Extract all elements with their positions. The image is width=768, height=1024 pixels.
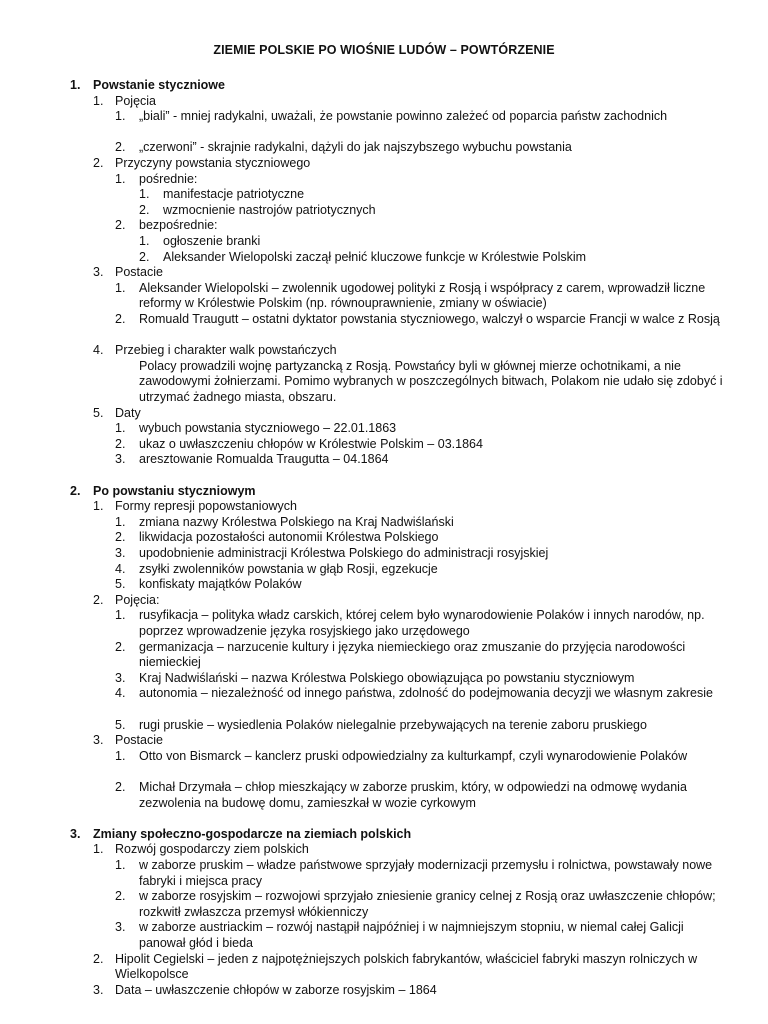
section-heading-text: Powstanie styczniowe xyxy=(93,78,225,92)
list-number: 2. xyxy=(93,592,104,607)
list-item-text: likwidacja pozostałości autonomii Królestwa Polskiego xyxy=(139,530,439,545)
list-number: 5. xyxy=(93,405,104,420)
list-number: 2. xyxy=(115,889,126,904)
list-number: 1. xyxy=(115,748,126,763)
list-number: 1. xyxy=(93,93,104,108)
section-heading-text: Po powstaniu styczniowym xyxy=(93,483,256,498)
list-number: 3. xyxy=(93,265,104,280)
list-item-text: „biali” - mniej radykalni, uważali, że powstanie powinno zależeć od poparcia państw zachodnich xyxy=(139,109,668,124)
list-number: 3. xyxy=(70,826,81,841)
list-item-text: Romuald Traugutt – ostatni dyktator powstania styczniowego, walczył o wsparcie Francji w walce z Rosją xyxy=(139,312,720,326)
paragraph-text: Polacy prowadzili wojnę partyzancką z Rosją. Powstańcy byli w głównej mierze ochotnikami, a nie zawodowymi żołnierzami. Pomimo wybranych w poszczególnych bitwach, Polakom nie udało się zdobyć i utrzymać żadnego miasta, obszaru. xyxy=(139,358,723,404)
list-number: 3. xyxy=(115,670,126,685)
subsection-heading-text: Przyczyny powstania styczniowego xyxy=(115,156,311,170)
list-number: 2. xyxy=(115,140,126,155)
subsection-heading-text: Pojęcia xyxy=(115,93,156,108)
subsection-heading-text: Postacie xyxy=(115,265,163,280)
list-item-text: w zaborze austriackim – rozwój nastąpił najpóźniej i w najmniejszym stopniu, w niemal całej Galicji panował głód i bieda xyxy=(139,920,684,950)
list-item-text: Otto von Bismarck – kanclerz pruski odpowiedzialny za kulturkampf, czyli wynarodowienie Polaków xyxy=(139,748,688,763)
list-number: 1. xyxy=(93,842,104,857)
list-number: 2. xyxy=(70,483,81,498)
list-number: 2. xyxy=(93,156,104,170)
list-number: 2. xyxy=(115,436,126,451)
list-item-text: Aleksander Wielopolski zaczął pełnić kluczowe funkcje w Królestwie Polskim xyxy=(163,249,587,264)
list-item-text: zsyłki zwolenników powstania w głąb Rosji, egzekucje xyxy=(139,561,438,576)
list-item-text: zmiana nazwy Królestwa Polskiego na Kraj Nadwiślański xyxy=(139,514,454,529)
list-item-text: rusyfikacja – polityka władz carskich, której celem było wynarodowienie Polaków i innych narodów, np. poprzez wprowadzenie języka rosyjskiego jako urzędowego xyxy=(139,608,705,638)
list-number: 2. xyxy=(115,780,126,794)
subsection-heading-text: Postacie xyxy=(115,733,163,748)
subsection-heading-text: Hipolit Cegielski – jeden z najpotężniejszych polskich fabrykantów, właściciel fabryki maszyn rolniczych w Wielkopolsce xyxy=(115,951,698,982)
list-item-text: ogłoszenie branki xyxy=(163,234,261,248)
document-title: ZIEMIE POLSKIE PO WIOŚNIE LUDÓW – POWTÓRZENIE xyxy=(213,43,555,57)
list-number: 2. xyxy=(115,639,126,654)
section-heading-text: Zmiany społeczno-gospodarcze na ziemiach polskich xyxy=(93,826,412,841)
list-number: 3. xyxy=(93,982,104,997)
subsection-heading-text: Pojęcia: xyxy=(115,592,160,607)
list-number: 2. xyxy=(115,218,126,233)
subsection-heading-text: Rozwój gospodarczy ziem polskich xyxy=(115,842,309,857)
list-number: 1. xyxy=(115,514,126,529)
list-number: 1. xyxy=(115,280,126,295)
list-number: 1. xyxy=(115,858,126,872)
group-heading-text: bezpośrednie: xyxy=(139,218,218,233)
list-number: 5. xyxy=(115,577,126,592)
list-number: 2. xyxy=(139,249,150,264)
list-number: 3. xyxy=(115,452,126,467)
list-number: 1. xyxy=(70,78,81,92)
subsection-heading-text: Formy represji popowstaniowych xyxy=(115,499,298,514)
list-item-text: Aleksander Wielopolski – zwolennik ugodowej polityki z Rosją i współpracy z carem, wprowadził liczne reformy w Królestwie Polskim (np. równouprawnienie, zmiany w oświacie) xyxy=(139,280,706,311)
list-number: 1. xyxy=(115,608,126,623)
list-number: 2. xyxy=(93,951,104,966)
list-number: 4. xyxy=(93,343,104,358)
list-number: 4. xyxy=(115,686,126,701)
list-item-text: germanizacja – narzucenie kultury i języka niemieckiego oraz zmuszanie do przyjęcia narodowości niemieckiej xyxy=(139,639,686,670)
list-item-text: wzmocnienie nastrojów patriotycznych xyxy=(163,202,376,217)
list-item-text: rugi pruskie – wysiedlenia Polaków nielegalnie przebywających na terenie zaboru pruskiego xyxy=(139,717,647,732)
list-item-text: w zaborze pruskim – władze państwowe sprzyjały modernizacji przemysłu i rolnictwa, powstawały nowe fabryki i miejsca pracy xyxy=(139,858,713,888)
list-number: 2. xyxy=(139,202,150,217)
list-item-text: Michał Drzymała – chłop mieszkający w zaborze pruskim, który, w odpowiedzi na odmowę wydania zezwolenia na budowę domu, zamieszkał w wozie cyrkowym xyxy=(139,780,687,810)
list-number: 1. xyxy=(93,499,104,514)
list-number: 4. xyxy=(115,561,126,576)
list-number: 3. xyxy=(115,920,126,935)
list-number: 2. xyxy=(115,312,126,326)
list-item-text: manifestacje patriotyczne xyxy=(163,187,305,202)
list-number: 5. xyxy=(115,717,126,732)
list-item-text: „czerwoni” - skrajnie radykalni, dążyli do jak najszybszego wybuchu powstania xyxy=(139,140,572,155)
list-item-text: upodobnienie administracji Królestwa Polskiego do administracji rosyjskiej xyxy=(139,546,549,560)
subsection-heading-text: Data – uwłaszczenie chłopów w zaborze rosyjskim – 1864 xyxy=(115,982,437,997)
list-item-text: wybuch powstania styczniowego – 22.01.1863 xyxy=(139,421,397,436)
list-item-text: aresztowanie Romualda Traugutta – 04.1864 xyxy=(139,452,389,467)
list-number: 3. xyxy=(93,733,104,748)
list-item-text: autonomia – niezależność od innego państwa, zdolność do podejmowania decyzji we własnym zakresie xyxy=(139,686,713,701)
list-number: 2. xyxy=(115,530,126,545)
list-number: 1. xyxy=(115,171,126,186)
group-heading-text: pośrednie: xyxy=(139,171,198,186)
list-item-text: Kraj Nadwiślański – nazwa Królestwa Polskiego obowiązująca po powstaniu styczniowym xyxy=(139,670,635,685)
list-number: 3. xyxy=(115,546,126,560)
list-item-text: w zaborze rosyjskim – rozwojowi sprzyjało zniesienie granicy celnej z Rosją oraz uwłaszczenie chłopów; rozkwitł zwłaszcza przemysł włókienniczy xyxy=(139,889,716,919)
list-number: 1. xyxy=(139,187,150,202)
subsection-heading-text: Daty xyxy=(115,405,141,420)
list-number: 1. xyxy=(139,234,150,248)
subsection-heading-text: Przebieg i charakter walk powstańczych xyxy=(115,343,337,358)
list-item-text: konfiskaty majątków Polaków xyxy=(139,577,302,592)
list-number: 1. xyxy=(115,109,126,124)
list-item-text: ukaz o uwłaszczeniu chłopów w Królestwie Polskim – 03.1864 xyxy=(139,436,483,451)
list-number: 1. xyxy=(115,421,126,436)
